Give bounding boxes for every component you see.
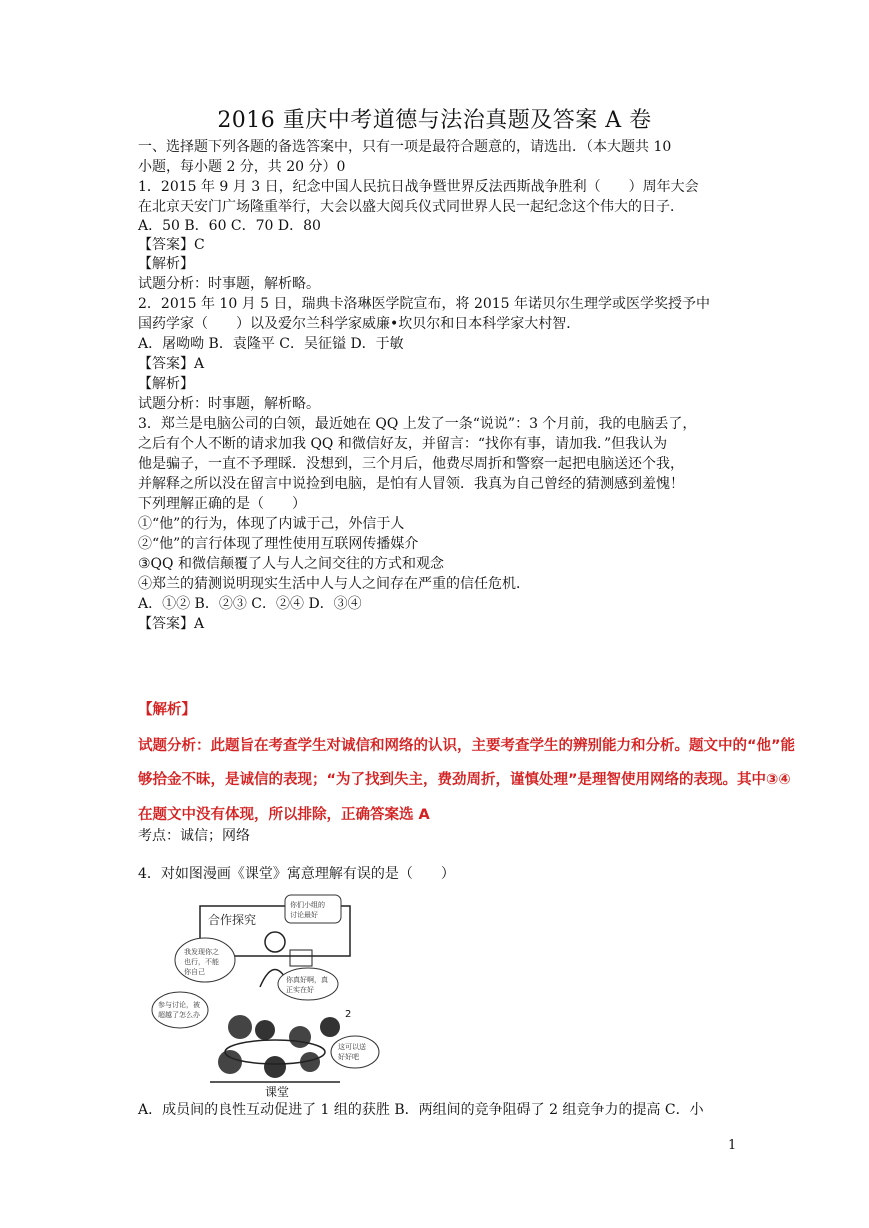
- text-line: 【答案】A: [138, 616, 205, 632]
- document-title: 2016 重庆中考道德与法治真题及答案 A 卷: [217, 108, 652, 133]
- text-line: 试题分析：时事题，解析略。: [138, 396, 320, 412]
- text-line: 1．2015 年 9 月 3 日，纪念中国人民抗日战争暨世界反法西斯战争胜利（ ）周年大会: [138, 179, 699, 195]
- text-line: 并解释之所以没在留言中说捡到电脑，是怕有人冒领．我真为自己曾经的猜测感到羞愧！: [138, 476, 684, 492]
- text-line: 他是骗子，一直不予理睬．没想到，三个月后，他费尽周折和警察一起把电脑送还个我，: [138, 456, 684, 472]
- question-4: 4．对如图漫画《课堂》寓意理解有误的是（ ）: [138, 866, 455, 882]
- analysis-line: 在题文中没有体现，所以排除，正确答案选 A: [138, 807, 430, 823]
- page-number: 1: [728, 1138, 737, 1153]
- comic-classroom-image: [150, 892, 380, 1100]
- text-line: ④郑兰的猜测说明现实生活中人与人之间存在严重的信任危机．: [138, 576, 530, 592]
- options-line: A．成员间的良性互动促进了 1 组的获胜 B．两组间的竞争阻碍了 2 组竞争力的提高 C．小: [138, 1102, 704, 1118]
- svg-text:超越了怎么办: 超越了怎么办: [158, 1011, 200, 1019]
- analysis-heading: 【解析】: [138, 702, 196, 718]
- comic-board-text: 合作探究: [208, 913, 257, 927]
- svg-text:讨论最好: 讨论最好: [290, 911, 318, 919]
- text-line: 在北京天安门广场隆重举行，大会以盛大阅兵仪式同世界人民一起纪念这个伟大的日子．: [138, 199, 684, 215]
- text-line: 下列理解正确的是（ ）: [138, 496, 306, 512]
- svg-text:这可以送: 这可以送: [338, 1043, 366, 1051]
- kaodian-line: 考点：诚信；网络: [138, 828, 250, 844]
- svg-text:参与讨论，被: 参与讨论，被: [158, 1001, 200, 1009]
- text-line: A．50 B．60 C．70 D．80: [138, 218, 321, 234]
- svg-text:你自己: 你自己: [184, 968, 205, 976]
- text-line: 2．2015 年 10 月 5 日，瑞典卡洛琳医学院宣布，将 2015 年诺贝尔生理学或医学奖授予中: [138, 296, 711, 312]
- text-line: 【解析】: [138, 376, 194, 392]
- comic-group-label: 2: [345, 1009, 352, 1020]
- text-line: ①“他”的行为，体现了内诚于己，外信于人: [138, 516, 405, 532]
- svg-text:也行，不能: 也行，不能: [184, 958, 219, 966]
- text-line: 之后有个人不断的请求加我 QQ 和微信好友，并留言：“找你有事，请加我．”但我认为: [138, 436, 668, 452]
- svg-text:你们小组的: 你们小组的: [290, 901, 325, 909]
- svg-text:正实在好: 正实在好: [286, 986, 314, 994]
- text-line: 小题，每小题 2 分，共 20 分）0: [138, 159, 346, 175]
- text-line: 【解析】: [138, 256, 194, 272]
- analysis-line: 试题分析：此题旨在考查学生对诚信和网络的认识，主要考查学生的辨别能力和分析。题文中的“他”能: [138, 738, 796, 754]
- svg-text:我发现你之: 我发现你之: [184, 948, 219, 956]
- text-line: ②“他”的言行体现了理性使用互联网传播媒介: [138, 536, 419, 552]
- svg-text:你真好啊，真: 你真好啊，真: [286, 976, 328, 984]
- text-line: 试题分析：时事题，解析略。: [138, 276, 320, 292]
- text-line: 【答案】C: [138, 237, 205, 253]
- text-line: 国药学家（ ）以及爱尔兰科学家威廉•坎贝尔和日本科学家大村智．: [138, 316, 581, 332]
- text-line: A．屠呦呦 B．袁隆平 C．吴征镒 D．于敏: [138, 336, 404, 352]
- text-line: A．①② B．②③ C．②④ D．③④: [138, 596, 362, 612]
- text-line: 一、选择题下列各题的备选答案中，只有一项是最符合题意的，请选出．（本大题共 10: [138, 139, 672, 155]
- text-line: 3．郑兰是电脑公司的白领，最近她在 QQ 上发了一条“说说”：3 个月前，我的电脑丢了，: [138, 416, 697, 432]
- comic-caption: 课堂: [265, 1085, 290, 1099]
- text-line: ③QQ 和微信颠覆了人与人之间交往的方式和观念: [138, 556, 444, 572]
- analysis-line: 够拾金不昧，是诚信的表现；“为了找到失主，费劲周折，谨慎处理”是理智使用网络的表现。其中③④: [138, 772, 791, 788]
- svg-text:好好吧: 好好吧: [338, 1053, 359, 1061]
- text-line: 【答案】A: [138, 356, 205, 372]
